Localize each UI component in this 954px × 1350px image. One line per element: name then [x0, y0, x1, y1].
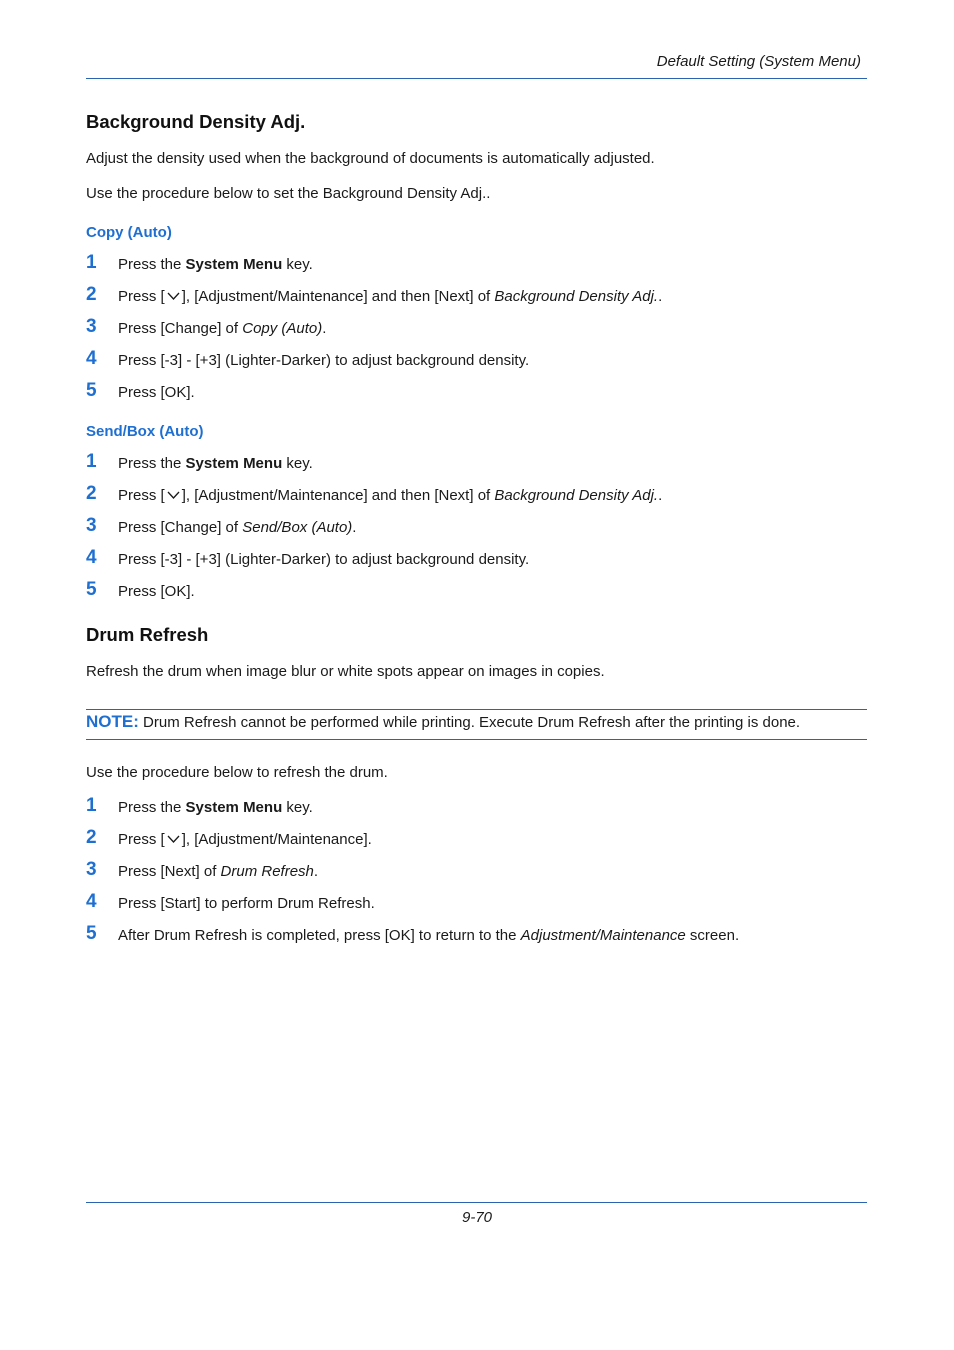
- step-text: After Drum Refresh is completed, press [OK] to return to the Adjustment/Maintenance screen.: [118, 927, 740, 944]
- chevron-down-icon: [166, 290, 181, 302]
- section-title-background-density: Background Density Adj.: [86, 111, 306, 132]
- step-number: 4: [86, 348, 97, 369]
- step-text: Press [-3] - [+3] (Lighter-Darker) to adjust background density.: [118, 551, 530, 568]
- section-title-drum-refresh: Drum Refresh: [86, 624, 209, 645]
- key-name: System Menu: [185, 799, 283, 816]
- page-number: 9-70: [461, 1209, 493, 1226]
- step-number: 2: [86, 284, 97, 305]
- step-text: Press [OK].: [118, 384, 195, 401]
- note-text: Drum Refresh cannot be performed while printing. Execute Drum Refresh after the printing is done.: [138, 714, 801, 731]
- paragraph: Refresh the drum when image blur or white spots appear on images in copies.: [86, 663, 605, 680]
- note-box: [86, 712, 800, 732]
- header-rule: [86, 78, 867, 79]
- step-text: Press the System Menu key.: [118, 455, 313, 472]
- step-number: 5: [86, 380, 97, 401]
- step-number: 2: [86, 483, 97, 504]
- step-text: Press [ ], [Adjustment/Maintenance].: [118, 831, 372, 848]
- step-text: Press [Change] of Copy (Auto).: [118, 320, 327, 337]
- chevron-down-icon: [166, 489, 181, 501]
- step-number: 3: [86, 515, 97, 536]
- key-name: System Menu: [185, 256, 283, 273]
- step-text: Press the System Menu key.: [118, 799, 313, 816]
- paragraph: Use the procedure below to set the Background Density Adj..: [86, 185, 491, 202]
- step-number: 3: [86, 316, 97, 337]
- step-text: Press [ ], [Adjustment/Maintenance] and then [Next] of Background Density Adj..: [118, 487, 663, 504]
- chevron-down-icon: [166, 833, 181, 845]
- step-number: 1: [86, 451, 97, 472]
- note-label: NOTE:: [86, 712, 139, 731]
- step-number: 5: [86, 923, 97, 944]
- step-text: Press [-3] - [+3] (Lighter-Darker) to adjust background density.: [118, 352, 530, 369]
- step-number: 1: [86, 252, 97, 273]
- note-top-rule: [86, 709, 867, 710]
- step-text: Press the System Menu key.: [118, 256, 313, 273]
- step-text: Press [Change] of Send/Box (Auto).: [118, 519, 357, 536]
- subheading-send-box-auto: Send/Box (Auto): [86, 423, 204, 440]
- note-bottom-rule: [86, 739, 867, 740]
- paragraph: Use the procedure below to refresh the drum.: [86, 764, 388, 781]
- step-number: 4: [86, 547, 97, 568]
- subheading-copy-auto: Copy (Auto): [86, 224, 172, 241]
- paragraph: Adjust the density used when the background of documents is automatically adjusted.: [86, 150, 655, 167]
- footer-rule: [86, 1202, 867, 1203]
- step-text: Press [Next] of Drum Refresh.: [118, 863, 319, 880]
- step-text: Press [Start] to perform Drum Refresh.: [118, 895, 375, 912]
- key-name: System Menu: [185, 455, 283, 472]
- step-number: 2: [86, 827, 97, 848]
- step-text: Press [ ], [Adjustment/Maintenance] and then [Next] of Background Density Adj..: [118, 288, 663, 305]
- running-header: Default Setting (System Menu): [656, 53, 861, 70]
- step-number: 4: [86, 891, 97, 912]
- step-number: 1: [86, 795, 97, 816]
- step-number: 5: [86, 579, 97, 600]
- step-text: Press [OK].: [118, 583, 195, 600]
- step-number: 3: [86, 859, 97, 880]
